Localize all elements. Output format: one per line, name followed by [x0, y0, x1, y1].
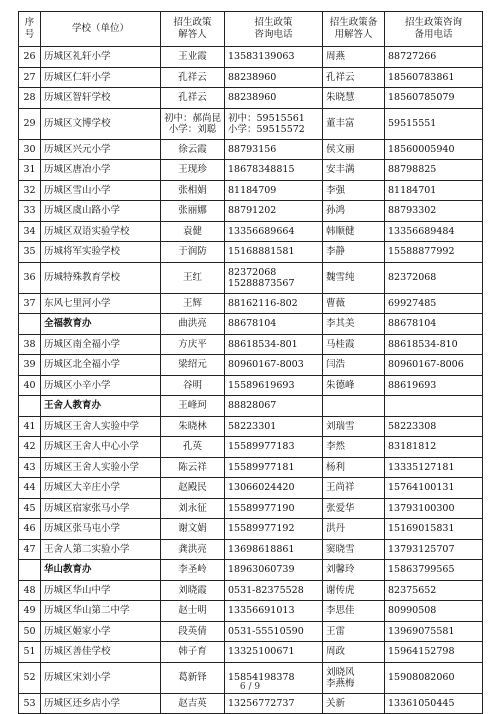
- cell-no: 48: [19, 580, 41, 601]
- cell-phone1: 0531-55510590: [225, 621, 323, 642]
- cell-school: 历城区善佳学校: [41, 642, 161, 663]
- cell-no: 27: [19, 67, 41, 88]
- cell-contact2: 周政: [323, 642, 385, 663]
- cell-school: 历城区王舍人中心小学: [41, 437, 161, 458]
- cell-phone1: 18963060739: [225, 560, 323, 581]
- cell-contact1: 王红: [161, 262, 225, 293]
- cell-phone1: 80960167-8003: [225, 355, 323, 376]
- cell-contact2: 王雷: [323, 621, 385, 642]
- table-row: [19, 375, 483, 396]
- cell-contact2: 李强: [323, 180, 385, 201]
- cell-phone2: 81184701: [385, 180, 483, 201]
- section-row: [19, 560, 483, 581]
- cell-phone1: 82372068 15288873567: [225, 262, 323, 293]
- cell-contact1: 张相娟: [161, 180, 225, 201]
- table-row: [19, 180, 483, 201]
- cell-school: 历城区小辛小学: [41, 375, 161, 396]
- cell-phone1: 15589977183: [225, 437, 323, 458]
- cell-school: 历城特殊教育学校: [41, 262, 161, 293]
- cell-no: [19, 560, 41, 581]
- cell-contact2: 刘馨玲: [323, 560, 385, 581]
- table-row: [19, 221, 483, 242]
- cell-contact2: [323, 396, 385, 417]
- header-no: 序 号: [19, 12, 41, 47]
- cell-contact2: 李其美: [323, 314, 385, 335]
- cell-school: 王舍人教育办: [41, 396, 161, 417]
- cell-phone1: 88793156: [225, 139, 323, 160]
- cell-phone2: 18560785079: [385, 88, 483, 109]
- cell-phone1: 15168881581: [225, 242, 323, 263]
- cell-phone1: 88238960: [225, 67, 323, 88]
- cell-phone1: 88618534-801: [225, 334, 323, 355]
- cell-contact1: 孔祥云: [161, 67, 225, 88]
- cell-no: 45: [19, 498, 41, 519]
- cell-contact2: 周燕: [323, 47, 385, 68]
- cell-contact2: 窦晓雪: [323, 539, 385, 560]
- cell-phone1: 13356691013: [225, 601, 323, 622]
- table-row: [19, 539, 483, 560]
- cell-phone1: 13325100671: [225, 642, 323, 663]
- cell-contact1: 刘永征: [161, 498, 225, 519]
- cell-school: 东风七里河小学: [41, 293, 161, 314]
- cell-school: 历城区智轩学校: [41, 88, 161, 109]
- cell-phone2: 18560783861: [385, 67, 483, 88]
- cell-phone1: 0531-82375528: [225, 580, 323, 601]
- cell-no: 29: [19, 108, 41, 139]
- cell-no: 30: [19, 139, 41, 160]
- cell-phone2: 13793125707: [385, 539, 483, 560]
- cell-contact1: 孔祥云: [161, 88, 225, 109]
- cell-school: 历城区王舍人实验中学: [41, 416, 161, 437]
- cell-contact2: 关新: [323, 693, 385, 714]
- cell-school: 王舍人第二实验小学: [41, 539, 161, 560]
- table-row: [19, 642, 483, 663]
- cell-school: 历城区华山第二中学: [41, 601, 161, 622]
- cell-phone2: 15169015831: [385, 519, 483, 540]
- table-row: [19, 47, 483, 68]
- cell-no: 49: [19, 601, 41, 622]
- cell-contact2: 魏雪纯: [323, 262, 385, 293]
- cell-contact1: 袁健: [161, 221, 225, 242]
- table-row: [19, 67, 483, 88]
- table-row: [19, 293, 483, 314]
- cell-school: 历城区雪山小学: [41, 180, 161, 201]
- cell-phone1: 15589977190: [225, 498, 323, 519]
- cell-phone2: 88793302: [385, 201, 483, 222]
- cell-school: 历城区还乡店小学: [41, 693, 161, 714]
- cell-school: 历城区礼轩小学: [41, 47, 161, 68]
- table-row: [19, 108, 483, 139]
- cell-contact2: 洪丹: [323, 519, 385, 540]
- cell-no: 43: [19, 457, 41, 478]
- cell-contact1: 赵士明: [161, 601, 225, 622]
- cell-no: 42: [19, 437, 41, 458]
- cell-contact2: 董丰富: [323, 108, 385, 139]
- cell-phone1: 15589977181: [225, 457, 323, 478]
- cell-school: 历城区宋刘小学: [41, 662, 161, 693]
- cell-contact1: 初中：郝尚昆 小学：刘聪: [161, 108, 225, 139]
- cell-phone2: 69927485: [385, 293, 483, 314]
- cell-school: 历城区文博学校: [41, 108, 161, 139]
- cell-school: 全福教育办: [41, 314, 161, 335]
- table-row: [19, 262, 483, 293]
- cell-contact1: 王业霞: [161, 47, 225, 68]
- cell-contact2: 朱晓慧: [323, 88, 385, 109]
- cell-no: 50: [19, 621, 41, 642]
- cell-contact1: 李圣岭: [161, 560, 225, 581]
- cell-no: 35: [19, 242, 41, 263]
- cell-phone2: 13356689484: [385, 221, 483, 242]
- cell-no: 28: [19, 88, 41, 109]
- table-row: [19, 437, 483, 458]
- cell-phone1: 13356689664: [225, 221, 323, 242]
- table-row: [19, 519, 483, 540]
- table-row: [19, 88, 483, 109]
- policy-contact-table: [18, 11, 483, 714]
- cell-phone2: [385, 396, 483, 417]
- cell-contact1: 孔英: [161, 437, 225, 458]
- cell-contact2: 刘瑞雪: [323, 416, 385, 437]
- table-row: [19, 693, 483, 714]
- header-phone2: 招生政策咨询 备用电话: [385, 12, 483, 47]
- cell-contact1: 龚洪亮: [161, 539, 225, 560]
- cell-contact1: 梁绍元: [161, 355, 225, 376]
- table-row: [19, 580, 483, 601]
- header-phone1: 招生政策 咨询电话: [225, 12, 323, 47]
- cell-contact1: 徐云霞: [161, 139, 225, 160]
- cell-no: 53: [19, 693, 41, 714]
- cell-no: 37: [19, 293, 41, 314]
- cell-phone1: 88678104: [225, 314, 323, 335]
- cell-no: 33: [19, 201, 41, 222]
- cell-no: 39: [19, 355, 41, 376]
- cell-phone2: 88618534-810: [385, 334, 483, 355]
- table-row: [19, 139, 483, 160]
- cell-phone2: 83181812: [385, 437, 483, 458]
- cell-phone2: 15764100131: [385, 478, 483, 499]
- cell-no: [19, 396, 41, 417]
- cell-contact2: 刘晓风 李燕梅: [323, 662, 385, 693]
- cell-phone1: 15589619693: [225, 375, 323, 396]
- cell-school: 历城区北全福小学: [41, 355, 161, 376]
- cell-phone2: 80960167-8006: [385, 355, 483, 376]
- cell-school: 历城区仁轩小学: [41, 67, 161, 88]
- cell-school: 历城区张马屯小学: [41, 519, 161, 540]
- cell-phone2: 15588877992: [385, 242, 483, 263]
- cell-phone2: 13361050445: [385, 693, 483, 714]
- cell-contact2: 曹薇: [323, 293, 385, 314]
- cell-no: 52: [19, 662, 41, 693]
- table-header-row: [19, 12, 483, 47]
- cell-contact2: 孔祥云: [323, 67, 385, 88]
- cell-phone1: 15854198378: [225, 662, 323, 693]
- cell-phone1: 58223301: [225, 416, 323, 437]
- cell-school: 历城区宿家张马小学: [41, 498, 161, 519]
- table-row: [19, 416, 483, 437]
- cell-contact2: 侯文丽: [323, 139, 385, 160]
- cell-contact2: 闫浩: [323, 355, 385, 376]
- cell-phone2: 15908082060: [385, 662, 483, 693]
- cell-phone2: 88798825: [385, 160, 483, 181]
- cell-no: 38: [19, 334, 41, 355]
- cell-phone2: 88678104: [385, 314, 483, 335]
- cell-school: 历城区大辛庄小学: [41, 478, 161, 499]
- cell-phone1: 88828067: [225, 396, 323, 417]
- cell-contact2: 杨利: [323, 457, 385, 478]
- table-row: [19, 160, 483, 181]
- cell-contact1: 葛新铎: [161, 662, 225, 693]
- table-row: [19, 334, 483, 355]
- table-row: [19, 498, 483, 519]
- cell-school: 华山教育办: [41, 560, 161, 581]
- cell-contact1: 王现珍: [161, 160, 225, 181]
- cell-contact1: 谢文娟: [161, 519, 225, 540]
- cell-phone1: 初中：59515561 小学：59515572: [225, 108, 323, 139]
- cell-contact1: 陈云祥: [161, 457, 225, 478]
- cell-no: 36: [19, 262, 41, 293]
- cell-contact2: 马桂霞: [323, 334, 385, 355]
- table-row: [19, 621, 483, 642]
- cell-contact1: 于润防: [161, 242, 225, 263]
- cell-phone1: 13698618861: [225, 539, 323, 560]
- cell-contact1: 赵吉英: [161, 693, 225, 714]
- cell-contact1: 方庆平: [161, 334, 225, 355]
- cell-no: 44: [19, 478, 41, 499]
- cell-contact1: 段英倩: [161, 621, 225, 642]
- cell-no: 26: [19, 47, 41, 68]
- cell-phone2: 13969075581: [385, 621, 483, 642]
- cell-contact2: 朱德峰: [323, 375, 385, 396]
- cell-phone1: 13256772737: [225, 693, 323, 714]
- cell-no: 40: [19, 375, 41, 396]
- cell-phone2: 58223308: [385, 416, 483, 437]
- cell-school: 历城区虞山路小学: [41, 201, 161, 222]
- cell-no: 47: [19, 539, 41, 560]
- cell-phone1: 81184709: [225, 180, 323, 201]
- cell-contact2: 孙鸿: [323, 201, 385, 222]
- cell-no: 34: [19, 221, 41, 242]
- cell-contact2: 谢传虎: [323, 580, 385, 601]
- table-row: [19, 355, 483, 376]
- cell-contact2: 李思佳: [323, 601, 385, 622]
- cell-contact1: 朱晓林: [161, 416, 225, 437]
- cell-no: 41: [19, 416, 41, 437]
- cell-contact2: 安丰满: [323, 160, 385, 181]
- cell-phone2: 13335127181: [385, 457, 483, 478]
- table-row: [19, 601, 483, 622]
- cell-contact1: 刘晓霞: [161, 580, 225, 601]
- cell-contact2: 王尚祥: [323, 478, 385, 499]
- cell-contact1: 韩子育: [161, 642, 225, 663]
- cell-phone1: 13066024420: [225, 478, 323, 499]
- cell-school: 历城区王舍人实验小学: [41, 457, 161, 478]
- cell-school: 历城区唐冶小学: [41, 160, 161, 181]
- cell-contact1: 赵殿民: [161, 478, 225, 499]
- cell-phone2: 82372068: [385, 262, 483, 293]
- page-number: 6 / 9: [239, 682, 261, 692]
- section-row: [19, 396, 483, 417]
- cell-phone2: 82375652: [385, 580, 483, 601]
- cell-phone2: 15863799565: [385, 560, 483, 581]
- cell-no: 32: [19, 180, 41, 201]
- cell-phone1: 13583139063: [225, 47, 323, 68]
- cell-phone2: 15964152798: [385, 642, 483, 663]
- cell-phone2: 59515551: [385, 108, 483, 139]
- cell-contact1: 王辉: [161, 293, 225, 314]
- table-row: [19, 201, 483, 222]
- cell-phone2: 13793100300: [385, 498, 483, 519]
- cell-phone1: 88791202: [225, 201, 323, 222]
- cell-contact2: 韩顺健: [323, 221, 385, 242]
- cell-contact2: 张爱华: [323, 498, 385, 519]
- cell-no: 51: [19, 642, 41, 663]
- cell-contact1: 曲洪亮: [161, 314, 225, 335]
- cell-phone2: 88727266: [385, 47, 483, 68]
- cell-phone2: 88619693: [385, 375, 483, 396]
- cell-no: 31: [19, 160, 41, 181]
- cell-phone1: 15589977192: [225, 519, 323, 540]
- cell-contact1: 谷明: [161, 375, 225, 396]
- cell-contact2: 李然: [323, 437, 385, 458]
- table-row: [19, 457, 483, 478]
- cell-contact1: 王峰珂: [161, 396, 225, 417]
- cell-school: 历城区兴元小学: [41, 139, 161, 160]
- table-row: [19, 242, 483, 263]
- table-row: [19, 478, 483, 499]
- header-contact1: 招生政策 解答人: [161, 12, 225, 47]
- cell-school: 历城区姬家小学: [41, 621, 161, 642]
- cell-school: 历城区南全福小学: [41, 334, 161, 355]
- cell-phone2: 80990508: [385, 601, 483, 622]
- cell-no: 46: [19, 519, 41, 540]
- header-contact2: 招生政策备 用解答人: [323, 12, 385, 47]
- cell-phone2: 18560005940: [385, 139, 483, 160]
- header-school: 学校（单位）: [41, 12, 161, 47]
- cell-phone1: 18678348815: [225, 160, 323, 181]
- cell-contact2: 李静: [323, 242, 385, 263]
- cell-contact1: 张丽娜: [161, 201, 225, 222]
- cell-school: 历城将军实验学校: [41, 242, 161, 263]
- section-row: [19, 314, 483, 335]
- cell-school: 历城区双语实验学校: [41, 221, 161, 242]
- cell-school: 历城区华山中学: [41, 580, 161, 601]
- cell-phone1: 88162116-802: [225, 293, 323, 314]
- cell-phone1: 88238960: [225, 88, 323, 109]
- cell-no: [19, 314, 41, 335]
